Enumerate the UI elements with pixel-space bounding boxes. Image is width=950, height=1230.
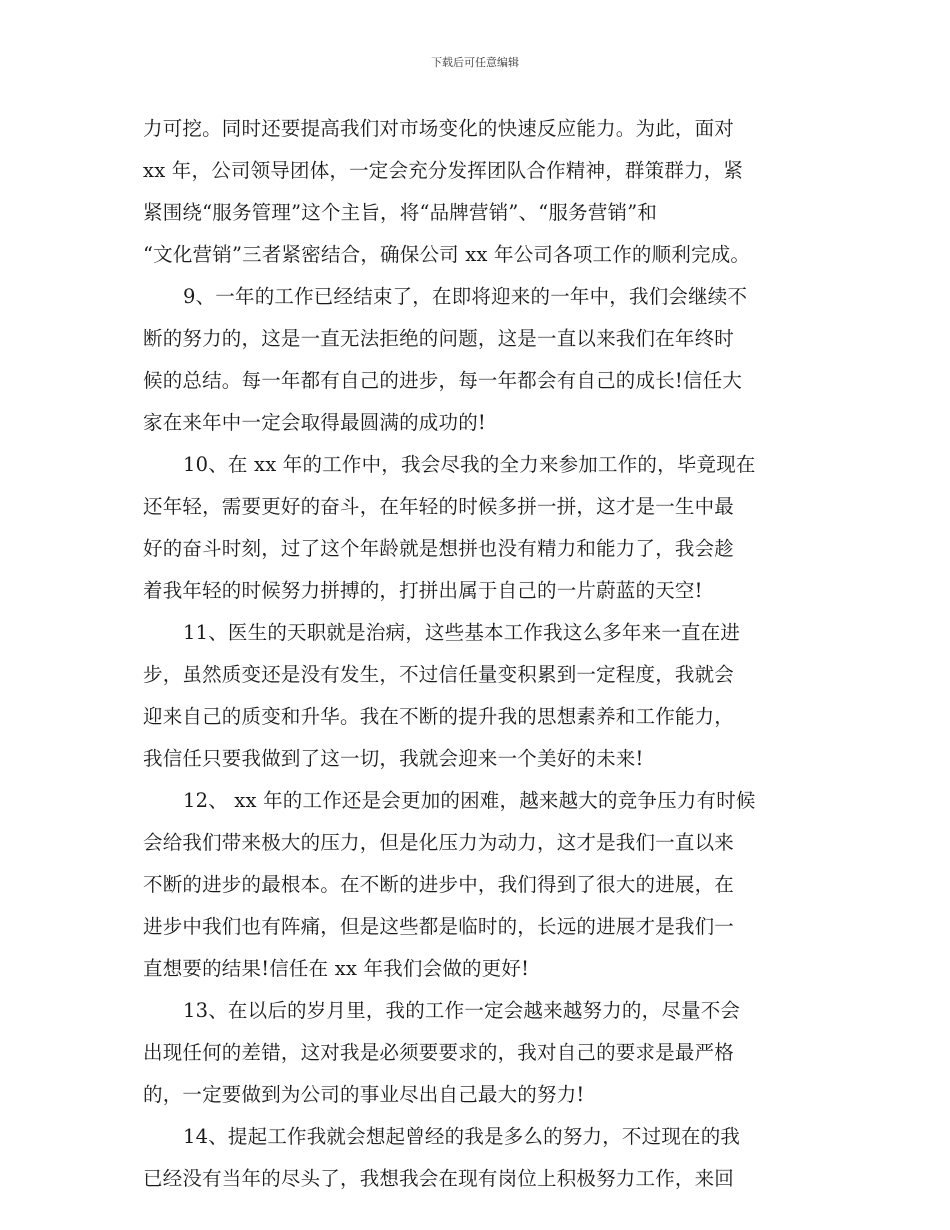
text-line: 紧围绕“服务管理”这个主旨，将“品牌营销”、“服务营销”和 (143, 201, 658, 224)
paragraph-continuation (143, 108, 823, 276)
text-line: 12、 xx 年的工作还是会更加的困难，越来越大的竞争压力有时候 (183, 789, 756, 812)
paragraph-10 (143, 444, 823, 612)
text-line: 不断的进步的最根本。在不断的进步中，我们得到了很大的进展，在 (143, 873, 735, 896)
paragraph-12 (143, 780, 823, 990)
text-line: 家在来年中一定会取得最圆满的成功的! (143, 411, 486, 434)
paragraph-11 (143, 612, 823, 780)
text-line: 着我年轻的时候努力拼搏的，打拼出属于自己的一片蔚蓝的天空! (143, 579, 703, 602)
text-line: 我信任只要我做到了这一切，我就会迎来一个美好的未来! (143, 747, 644, 770)
text-line: 已经没有当年的尽头了，我想我会在现有岗位上积极努力工作，来回 (143, 1167, 735, 1190)
document-body (143, 108, 823, 1200)
text-line: 9、一年的工作已经结束了，在即将迎来的一年中，我们会继续不 (183, 285, 748, 308)
page-header: 下载后可任意编辑 (431, 56, 519, 69)
text-line: 10、在 xx 年的工作中，我会尽我的全力来参加工作的，毕竟现在 (183, 453, 756, 476)
text-line: 好的奋斗时刻，过了这个年龄就是想拼也没有精力和能力了，我会趁 (143, 537, 735, 560)
text-line: 迎来自己的质变和升华。我在不断的提升我的思想素养和工作能力， (143, 705, 735, 728)
text-line: 还年轻，需要更好的奋斗，在年轻的时候多拼一拼，这才是一生中最 (143, 495, 735, 518)
text-line: 出现任何的差错，这对我是必须要要求的，我对自己的要求是最严格 (143, 1041, 735, 1064)
text-line: 11、医生的天职就是治病，这些基本工作我这么多年来一直在进 (183, 621, 741, 644)
text-line: 直想要的结果!信任在 xx 年我们会做的更好! (143, 957, 530, 980)
text-line: 候的总结。每一年都有自己的进步，每一年都会有自己的成长!信任大 (143, 369, 743, 392)
text-line: “文化营销”三者紧密结合，确保公司 xx 年公司各项工作的顺利完成。 (143, 243, 751, 266)
text-line: 步，虽然质变还是没有发生，不过信任量变积累到一定程度，我就会 (143, 663, 735, 686)
paragraph-13 (143, 990, 823, 1116)
text-line: 会给我们带来极大的压力，但是化压力为动力，这才是我们一直以来 (143, 831, 735, 854)
text-line: 13、在以后的岁月里，我的工作一定会越来越努力的，尽量不会 (183, 999, 741, 1022)
text-line: 力可挖。同时还要提高我们对市场变化的快速反应能力。为此，面对 (143, 117, 735, 140)
paragraph-14 (143, 1116, 823, 1200)
text-line: xx 年，公司领导团体，一定会充分发挥团队合作精神，群策群力，紧 (143, 159, 744, 182)
text-line: 断的努力的，这是一直无法拒绝的问题，这是一直以来我们在年终时 (143, 327, 735, 350)
text-line: 进步中我们也有阵痛，但是这些都是临时的，长远的进展才是我们一 (143, 915, 735, 938)
paragraph-9 (143, 276, 823, 444)
text-line: 14、提起工作我就会想起曾经的我是多么的努力，不过现在的我 (183, 1125, 741, 1148)
text-line: 的，一定要做到为公司的事业尽出自己最大的努力! (143, 1083, 585, 1106)
